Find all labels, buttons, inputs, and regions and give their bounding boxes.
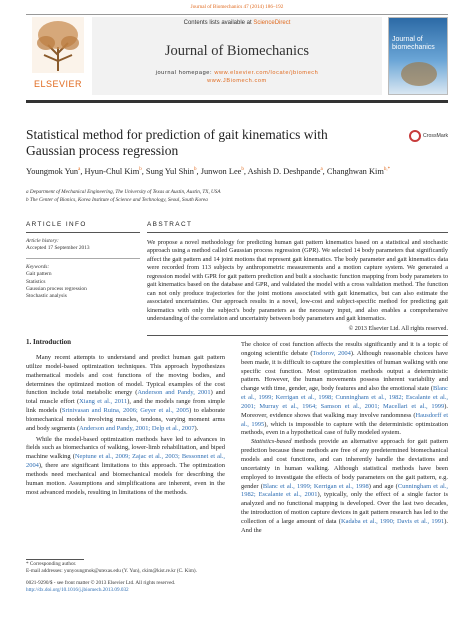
homepage-url-elsevier[interactable]: www.elsevier.com/locate/jbiomech [214, 70, 319, 76]
article-info-rule [26, 232, 140, 233]
author-affil-marker[interactable]: b [139, 167, 142, 172]
text-run: ). [194, 424, 199, 432]
affiliation-a: a Department of Mechanical Engineering, The University of Texas at Austin, Austin, TX, USA [26, 189, 221, 195]
keywords-label: Keywords: [26, 263, 50, 270]
corresponding-author-note: * Corresponding author. [26, 561, 77, 567]
footnote-rule [26, 559, 84, 560]
cover-image-icon [401, 62, 437, 86]
doi-link[interactable]: http://dx.doi.org/10.1016/j.jbiomech.2013.09.032 [26, 587, 129, 594]
abstract-text: We propose a novel methodology for predicting human gait pattern kinematics based on a statistical and stochastic approach using a method called Gaussian process regression (GPR). We selected 14 body parameters that significantly affect the gait pattern and 14 joint motions that represent gait kinematics. The body parameter and gait kinematics data were recorded from 113 subjects by anthropometric measurements and a motion capture system. We generated a regression model with GPR for gait pattern prediction and built a stochastic function mapping from body parameters to gait kinematics based on the database and GPR, and validated the model with a cross validation method. The function can not only produce trajectories for the joint motions associated with gait kinematics, but can also estimate the associated uncertainties. Our approach results in a novel, low-cost and subject-specific method for predicting gait kinematics with only the subject's body parameters as the necessary input, and also enables a comprehensive understanding of the correlation and uncertainty between body parameters and gait kinematics. [147, 239, 448, 323]
citation-link[interactable]: Blanc et al., 1999; Kerrigan et al., 1998; Cunningham et al., 1982; Escalante et al., 2001; Murray et al., 1964; Samson et al., 2001; Macellari et al., 1999 [241, 385, 448, 410]
journal-name[interactable]: Journal of Biomechanics [164, 43, 310, 59]
accepted-date: Accepted 17 September 2013 [26, 245, 90, 252]
elsevier-wordmark: ELSEVIER [33, 79, 83, 89]
body-column-left [26, 338, 225, 498]
body-column-right [241, 341, 448, 536]
citation-link[interactable]: Cunningham et al., 1982; Escalante et al., 2001 [241, 482, 448, 499]
author-affil-marker[interactable]: a [78, 167, 81, 172]
text-run: ), typically, only the effect of a single factor is analyzed and no functional mapping is developed. Over the last two decades, the introduction of motion capture devices in gait pattern research has led to the collection of a large amount of data ( [241, 491, 448, 525]
journal-homepage [92, 69, 382, 85]
contents-line [92, 20, 382, 26]
abstract-heading: ABSTRACT [147, 221, 193, 228]
citation-link[interactable]: Blanc et al., 1999; Kerrigan et al., 1998 [262, 482, 369, 490]
affiliation-b: b The Center of Bionics, Korea Institute of Science and Technology, Seoul, South Korea [26, 196, 208, 203]
text-run: ), and the models range from simple link models ( [26, 398, 225, 415]
author-affil-marker[interactable]: b,* [383, 167, 391, 172]
email-addresses[interactable]: E-mail addresses: yunyoungmok@utexas.edu (Y. Yun), ckim@kist.re.kr (C. Kim). [26, 568, 197, 575]
intro-paragraph-3 [241, 341, 448, 438]
citation-link[interactable]: Neptune et al., 2009; Zajac et al., 2003; Bessonnet et al., 2004 [26, 453, 225, 470]
text-run: Many recent attempts to understand and predict human gait pattern utilize model-based optimization techniques. This approach hypothesizes mathematical models and cost functions of the moving bodies, and determines the optimized motion of model. Typical examples of the cost function include total metabolic energy ( [26, 354, 225, 397]
keyword-item: Statistics [26, 278, 46, 285]
author-name[interactable]: Changhwan Kim [326, 166, 384, 176]
citation-link[interactable]: Srinivasan and Ruina, 2006; Geyer et al., 2005 [61, 407, 190, 415]
journal-masthead [26, 14, 448, 98]
intro-paragraph-1 [26, 354, 225, 434]
author-name[interactable]: Sung Yul Shin [145, 166, 194, 176]
keyword-item: Stochastic analysis [26, 293, 67, 300]
cover-title: Journal of biomechanics [392, 36, 435, 51]
text-run: methods provide an alternative approach for gait pattern prediction because these methods are free of any predetermined biomechanical models and cost functions, and can inherently handle the deviations and uncertainty in human walking. Although statistical methods have been employed to investigate the effects of body parameters on the gait pattern, e.g. gender ( [241, 438, 448, 490]
intro-paragraph-4 [241, 438, 448, 535]
journal-citation[interactable]: Journal of Biomechanics 47 (2014) 186–192 [190, 4, 284, 10]
text-run: ). And the [241, 517, 448, 534]
text-run: ) and total muscle effort ( [26, 389, 225, 406]
citation-link[interactable]: Todorov, 2004 [312, 349, 351, 357]
article-info-column [26, 221, 140, 301]
citation-link[interactable]: Kadaba et al., 1990; Davis et al., 1991 [340, 517, 445, 525]
history-label: Article history: [26, 238, 59, 244]
masthead-bottom-rule [26, 100, 448, 103]
homepage-label: journal homepage: [155, 70, 215, 76]
author-list: Youngmok Yun$^a$, Hyun-Chul Kim$^b$, Sung Yul Shin$^b$, Junwon Lee$^b$, Ashish D. Deshpande$^a$, Changhwan Kim$^{b,*}$ [26, 166, 391, 176]
text-run: While the model-based optimization methods have led to advances in fields such as biomechanics of walking, lower-limb rehabilitation, and biped machine walking ( [26, 435, 225, 461]
section-heading-introduction: 1. Introduction [26, 338, 71, 346]
text-run: ), which is impossible to capture with the deterministic optimization methods, even in a hypothetical case of fully modeled system. [241, 420, 448, 437]
contents-prefix: Contents lists available at [183, 20, 254, 26]
author-name[interactable]: Youngmok Yun [26, 166, 79, 176]
elsevier-tree-icon [32, 17, 84, 73]
author-name[interactable]: Ashish D. Deshpande [247, 166, 321, 176]
author-affil-marker[interactable]: b [241, 167, 244, 172]
crossmark-label: CrossMark [423, 133, 449, 139]
homepage-url-jbiomech[interactable]: www.JBiomech.com [207, 78, 267, 84]
sciencedirect-link[interactable]: ScienceDirect [253, 20, 291, 26]
crossmark-icon [409, 130, 421, 142]
author-affil-marker[interactable]: a [320, 167, 323, 172]
abstract-bottom-rule [147, 335, 448, 336]
masthead-center [92, 17, 382, 95]
text-run: ). Moreover, evidence shows that walking may involve randomness ( [241, 402, 448, 419]
text-run: ) and age ( [368, 482, 398, 490]
article-title: Statistical method for prediction of gait kinematics with Gaussian process regression [26, 127, 328, 158]
text-run: ) to elaborate biomechanical models involving muscles, tendons, varying moment arms and body segments ( [26, 407, 225, 432]
citation-link[interactable]: Anderson and Pandy, 2001 [137, 389, 211, 397]
text-run: ), there are significant limitations to this approach. The optimization methods need mechanical and biomechanical models for describing the human motion. Assumptions and simplifications are inherent, even in the most advanced models, resulting in limitations of the methods. [26, 462, 225, 496]
text-run: Statistics-based [251, 438, 292, 446]
citation-link[interactable]: Xiang et al., 2011 [79, 398, 128, 406]
citation-link[interactable]: Anderson and Pandy, 2001; Delp et al., 2007 [79, 424, 195, 432]
keyword-item: Gait pattern [26, 271, 52, 278]
footnote [26, 561, 225, 576]
crossmark-badge[interactable] [409, 128, 449, 148]
abstract-copyright: © 2013 Elsevier Ltd. All rights reserved. [348, 325, 448, 332]
journal-cover-thumbnail[interactable] [388, 17, 448, 95]
text-run: The choice of cost function affects the results significantly and it is a topic of ongoing scientific debate ( [241, 341, 448, 357]
citation-link[interactable]: Hausdorff et al., 1995 [241, 411, 448, 428]
masthead-top-rule [26, 14, 448, 15]
keyword-item: Gaussian process regression [26, 286, 87, 293]
abstract-rule [147, 232, 448, 233]
issn-line: 0021-9290/$ - see front matter © 2013 Elsevier Ltd. All rights reserved. [26, 580, 176, 586]
abstract-column [147, 221, 448, 336]
elsevier-logo[interactable] [26, 17, 88, 95]
history-rule [26, 258, 140, 259]
intro-paragraph-2 [26, 436, 225, 498]
issn-block [26, 580, 225, 595]
author-affil-marker[interactable]: b [194, 167, 197, 172]
author-name[interactable]: Hyun-Chul Kim [84, 166, 140, 176]
affiliations [26, 189, 448, 204]
text-run: ). Although reasonable choices have been made, it is difficult to capture the complexities of human walking with one specific cost function. Most optimization methods output a deterministic pattern. However, the human movements possess inherent variability and change with time, gender, age, body features and also the emotional state ( [241, 349, 448, 393]
article-info-heading: ARTICLE INFO [26, 221, 87, 228]
author-name[interactable]: Junwon Lee [200, 166, 242, 176]
